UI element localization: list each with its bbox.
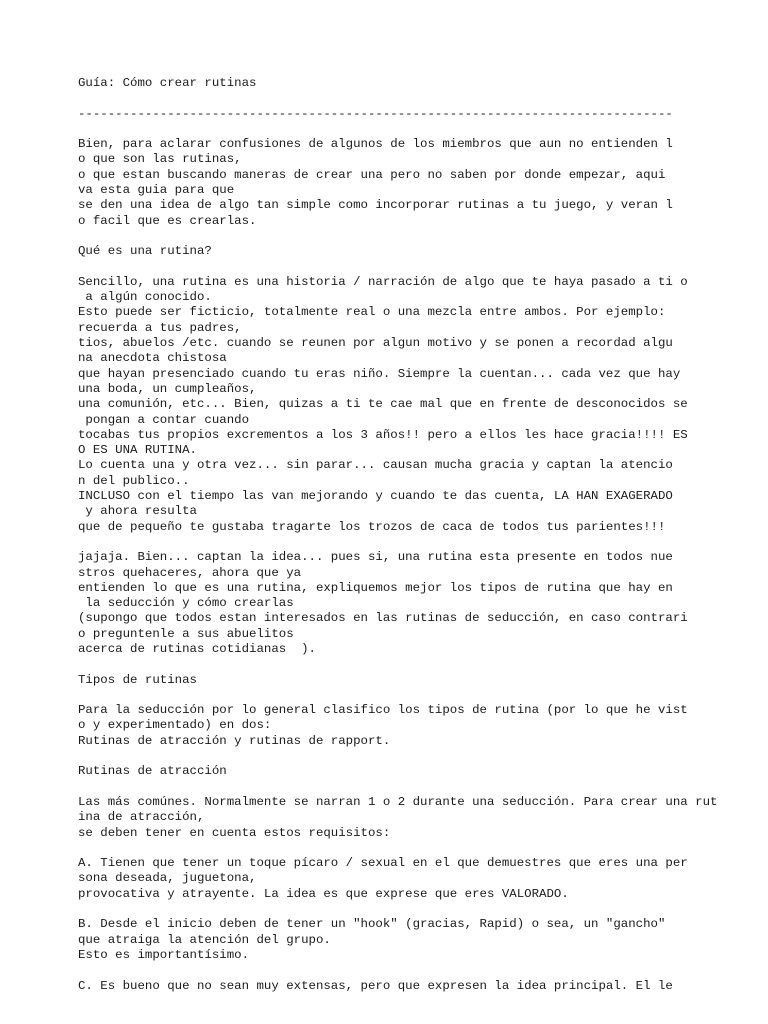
text-line: o que estan buscando maneras de crear una pero no saben por donde empezar, aqui <box>78 167 666 182</box>
text-line: Lo cuenta una y otra vez... sin parar... causan mucha gracia y captan la atencio <box>78 458 673 473</box>
text-line: (supongo que todos estan interesados en las rutinas de seducción, en caso contrari <box>78 611 688 626</box>
text-line: Esto puede ser ficticio, totalmente real o una mezcla entre ambos. Por ejemplo: <box>78 305 666 320</box>
text-line: se den una idea de algo tan simple como incorporar rutinas a tu juego, y veran l <box>78 198 673 213</box>
text-line: una comunión, etc... Bien, quizas a ti te cae mal que en frente de desconocidos se <box>78 397 688 412</box>
text-line: Sencillo, una rutina es una historia / narración de algo que te haya pasado a ti o <box>78 274 688 289</box>
text-line <box>78 122 762 137</box>
text-line: que atraiga la atención del grupo. <box>78 932 331 947</box>
text-line: A. Tienen que tener un toque pícaro / sexual en el que demuestres que eres una per <box>78 856 688 871</box>
text-line: o que son las rutinas, <box>78 152 242 167</box>
text-line: que hayan presenciado cuando tu eras niño. Siempre la cuentan... cada vez que hay <box>78 366 681 381</box>
text-line: recuerda a tus padres, <box>78 320 242 335</box>
text-line: Esto es importantísimo. <box>78 947 250 962</box>
text-line: Guía: Cómo crear rutinas <box>78 76 257 90</box>
text-line: Rutinas de atracción <box>78 764 227 779</box>
text-line <box>78 91 762 106</box>
text-line <box>78 688 762 703</box>
text-line: o facil que es crearlas. <box>78 213 257 228</box>
text-line: Para la seducción por lo general clasifico los tipos de rutina (por lo que he vist <box>78 703 688 718</box>
text-line: o y experimentado) en dos: <box>78 718 272 733</box>
document-page <box>78 76 762 994</box>
text-line: Tipos de rutinas <box>78 672 197 687</box>
text-line: provocativa y atrayente. La idea es que exprese que eres VALORADO. <box>78 886 569 901</box>
text-line: se deben tener en cuenta estos requisitos: <box>78 825 391 840</box>
text-line: pongan a contar cuando <box>78 412 250 427</box>
text-line: sona deseada, juguetona, <box>78 871 257 886</box>
text-line: va esta guia para que <box>78 183 235 198</box>
text-line: Bien, para aclarar confusiones de algunos de los miembros que aun no entienden l <box>78 137 673 152</box>
text-line: la seducción y cómo crearlas <box>78 596 294 611</box>
text-line: n del publico.. <box>78 473 190 488</box>
text-line: Las más comúnes. Normalmente se narran 1 o 2 durante una seducción. Para crear una rut <box>78 794 718 809</box>
text-line: O ES UNA RUTINA. <box>78 443 197 458</box>
text-line <box>78 841 762 856</box>
text-line: acerca de rutinas cotidianas ). <box>78 641 316 656</box>
text-line: que de pequeño te gustaba tragarte los trozos de caca de todos tus parientes!!! <box>78 519 666 534</box>
text-line <box>78 229 762 244</box>
text-line: Rutinas de atracción y rutinas de rapport. <box>78 733 391 748</box>
text-line: B. Desde el inicio deben de tener un "hook" (gracias, Rapid) o sea, un "gancho" <box>78 917 666 932</box>
text-line: entienden lo que es una rutina, expliquemos mejor los tipos de rutina que hay en <box>78 580 673 595</box>
text-line: INCLUSO con el tiempo las van mejorando y cuando te das cuenta, LA HAN EXAGERADO <box>78 489 673 504</box>
text-line: na anecdota chistosa <box>78 351 227 366</box>
text-line: stros quehaceres, ahora que ya <box>78 565 302 580</box>
text-line <box>78 780 762 795</box>
text-line <box>78 902 762 917</box>
text-line: y ahora resulta <box>78 504 197 519</box>
text-line <box>78 535 762 550</box>
text-line: ina de atracción, <box>78 810 205 825</box>
text-line <box>78 749 762 764</box>
text-line: jajaja. Bien... captan la idea... pues si, una rutina esta presente en todos nue <box>78 550 673 565</box>
text-line: Qué es una rutina? <box>78 244 212 259</box>
text-line: -------------------------------------------------------------------------------- <box>78 106 673 121</box>
text-line: a algún conocido. <box>78 290 212 305</box>
text-line: o preguntenle a sus abuelitos <box>78 626 294 641</box>
text-line: una boda, un cumpleaños, <box>78 381 257 396</box>
text-line: tocabas tus propios excrementos a los 3 años!! pero a ellos les hace gracia!!!! ES <box>78 427 688 442</box>
text-line <box>78 657 762 672</box>
text-line <box>78 260 762 275</box>
text-line: tios, abuelos /etc. cuando se reunen por algun motivo y se ponen a recordad algu <box>78 336 673 351</box>
text-line: C. Es bueno que no sean muy extensas, pero que expresen la idea principal. El le <box>78 978 673 993</box>
text-line <box>78 963 762 978</box>
